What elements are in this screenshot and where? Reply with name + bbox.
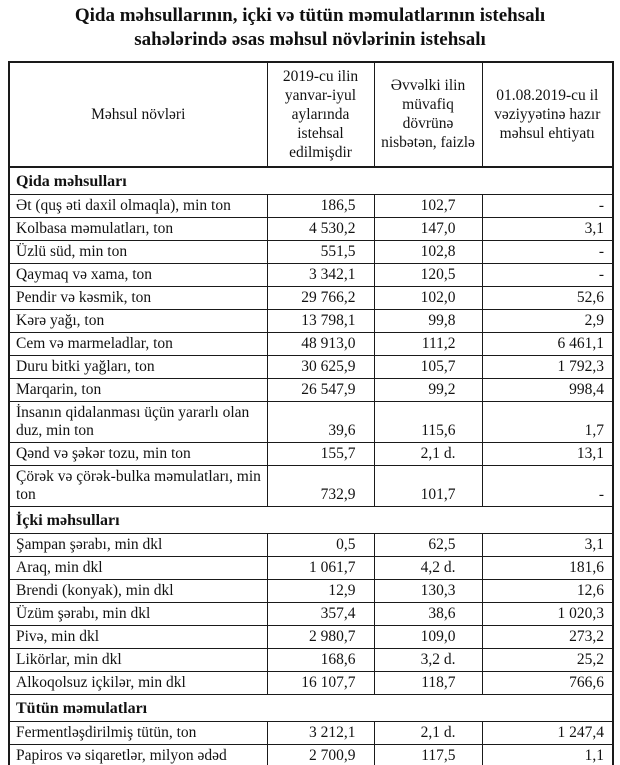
stock-value: - <box>482 465 613 506</box>
vs-previous-value: 99,2 <box>374 378 482 401</box>
table-row <box>9 332 613 355</box>
section-row <box>9 167 613 195</box>
page-title-line-1: Qida məhsullarının, içki və tütün məmulatlarının istehsalı <box>74 5 546 26</box>
header-ready-product-stock: 01.08.2019-cu il vəziyyətinə hazır məhsul ehtiyatı <box>482 62 613 167</box>
product-label: Araq, min dkl <box>9 556 267 579</box>
stock-value: 3,1 <box>482 533 613 556</box>
table-row <box>9 240 613 263</box>
produced-value: 48 913,0 <box>267 332 374 355</box>
table-body <box>9 167 613 765</box>
table-row <box>9 355 613 378</box>
vs-previous-value: 117,5 <box>374 744 482 765</box>
page-title <box>12 4 608 52</box>
header-vs-previous-year: Əvvəlki ilin müvafiq dövrünə nisbətən, faizlə <box>374 62 482 167</box>
production-table <box>8 61 614 765</box>
vs-previous-value: 109,0 <box>374 625 482 648</box>
produced-value: 3 212,1 <box>267 721 374 744</box>
vs-previous-value: 130,3 <box>374 579 482 602</box>
produced-value: 732,9 <box>267 465 374 506</box>
product-label: Pivə, min dkl <box>9 625 267 648</box>
table-row <box>9 556 613 579</box>
produced-value: 30 625,9 <box>267 355 374 378</box>
table-row <box>9 744 613 765</box>
produced-value: 26 547,9 <box>267 378 374 401</box>
stock-value: 52,6 <box>482 286 613 309</box>
table-row <box>9 465 613 506</box>
stock-value: 2,9 <box>482 309 613 332</box>
table-row <box>9 442 613 465</box>
section-row <box>9 694 613 721</box>
vs-previous-value: 147,0 <box>374 217 482 240</box>
section-row <box>9 506 613 533</box>
vs-previous-value: 115,6 <box>374 401 482 442</box>
stock-value: 1,1 <box>482 744 613 765</box>
produced-value: 0,5 <box>267 533 374 556</box>
produced-value: 3 342,1 <box>267 263 374 286</box>
produced-value: 551,5 <box>267 240 374 263</box>
product-label: İnsanın qidalanması üçün yararlı olan duz, min ton <box>9 401 267 442</box>
product-label: Fermentləşdirilmiş tütün, ton <box>9 721 267 744</box>
section-title: İçki məhsulları <box>9 506 613 533</box>
table-row <box>9 579 613 602</box>
product-label: Üzüm şərabı, min dkl <box>9 602 267 625</box>
produced-value: 39,6 <box>267 401 374 442</box>
product-label: Marqarin, ton <box>9 378 267 401</box>
section-title: Qida məhsulları <box>9 167 613 195</box>
vs-previous-value: 111,2 <box>374 332 482 355</box>
produced-value: 2 700,9 <box>267 744 374 765</box>
vs-previous-value: 4,2 d. <box>374 556 482 579</box>
table-row <box>9 194 613 217</box>
table-row <box>9 263 613 286</box>
produced-value: 357,4 <box>267 602 374 625</box>
page-title-line-2: sahələrində əsas məhsul növlərinin istehsalı <box>134 28 486 50</box>
header-product-types: Məhsul növləri <box>9 62 267 167</box>
stock-value: 3,1 <box>482 217 613 240</box>
produced-value: 2 980,7 <box>267 625 374 648</box>
table-row <box>9 671 613 694</box>
table-row <box>9 533 613 556</box>
table-header-row <box>9 62 613 167</box>
vs-previous-value: 101,7 <box>374 465 482 506</box>
product-label: Duru bitki yağları, ton <box>9 355 267 378</box>
produced-value: 16 107,7 <box>267 671 374 694</box>
vs-previous-value: 62,5 <box>374 533 482 556</box>
stock-value: 6 461,1 <box>482 332 613 355</box>
product-label: Cem və marmeladlar, ton <box>9 332 267 355</box>
stock-value: 1 020,3 <box>482 602 613 625</box>
product-label: Kolbasa məmulatları, ton <box>9 217 267 240</box>
vs-previous-value: 102,0 <box>374 286 482 309</box>
product-label: Qənd və şəkər tozu, min ton <box>9 442 267 465</box>
product-label: Ət (quş əti daxil olmaqla), min ton <box>9 194 267 217</box>
vs-previous-value: 102,8 <box>374 240 482 263</box>
product-label: Çörək və çörək-bulka məmulatları, min ton <box>9 465 267 506</box>
produced-value: 29 766,2 <box>267 286 374 309</box>
product-label: Brendi (konyak), min dkl <box>9 579 267 602</box>
stock-value: 25,2 <box>482 648 613 671</box>
product-label: Papiros və siqaretlər, milyon ədəd <box>9 744 267 765</box>
produced-value: 155,7 <box>267 442 374 465</box>
table-row <box>9 648 613 671</box>
product-label: Üzlü süd, min ton <box>9 240 267 263</box>
stock-value: - <box>482 194 613 217</box>
stock-value: - <box>482 240 613 263</box>
stock-value: 273,2 <box>482 625 613 648</box>
product-label: Alkoqolsuz içkilər, min dkl <box>9 671 267 694</box>
stock-value: 766,6 <box>482 671 613 694</box>
produced-value: 4 530,2 <box>267 217 374 240</box>
table-row <box>9 217 613 240</box>
stock-value: - <box>482 263 613 286</box>
table-row <box>9 401 613 442</box>
header-produced-jan-jul-2019: 2019-cu ilin yanvar-iyul aylarında istehsal edilmişdir <box>267 62 374 167</box>
vs-previous-value: 105,7 <box>374 355 482 378</box>
table-row <box>9 378 613 401</box>
vs-previous-value: 118,7 <box>374 671 482 694</box>
produced-value: 12,9 <box>267 579 374 602</box>
product-label: Likörlar, min dkl <box>9 648 267 671</box>
stock-value: 1,7 <box>482 401 613 442</box>
vs-previous-value: 38,6 <box>374 602 482 625</box>
vs-previous-value: 99,8 <box>374 309 482 332</box>
produced-value: 13 798,1 <box>267 309 374 332</box>
produced-value: 186,5 <box>267 194 374 217</box>
stock-value: 998,4 <box>482 378 613 401</box>
stock-value: 12,6 <box>482 579 613 602</box>
vs-previous-value: 3,2 d. <box>374 648 482 671</box>
product-label: Kərə yağı, ton <box>9 309 267 332</box>
stock-value: 181,6 <box>482 556 613 579</box>
produced-value: 168,6 <box>267 648 374 671</box>
produced-value: 1 061,7 <box>267 556 374 579</box>
vs-previous-value: 120,5 <box>374 263 482 286</box>
table-row <box>9 721 613 744</box>
vs-previous-value: 2,1 d. <box>374 721 482 744</box>
stock-value: 1 792,3 <box>482 355 613 378</box>
vs-previous-value: 102,7 <box>374 194 482 217</box>
product-label: Şampan şərabı, min dkl <box>9 533 267 556</box>
product-label: Pendir və kəsmik, ton <box>9 286 267 309</box>
section-title: Tütün məmulatları <box>9 694 613 721</box>
table-row <box>9 625 613 648</box>
stock-value: 1 247,4 <box>482 721 613 744</box>
table-row <box>9 309 613 332</box>
stock-value: 13,1 <box>482 442 613 465</box>
table-row <box>9 286 613 309</box>
table-row <box>9 602 613 625</box>
product-label: Qaymaq və xama, ton <box>9 263 267 286</box>
vs-previous-value: 2,1 d. <box>374 442 482 465</box>
